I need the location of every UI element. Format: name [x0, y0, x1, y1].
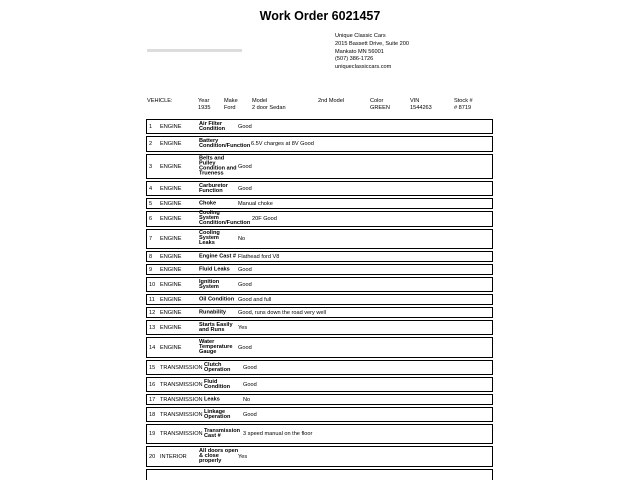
row-item: Runability: [199, 308, 227, 315]
row-item: Linkage Operation: [204, 408, 231, 420]
table-row: [146, 307, 493, 318]
row-item: Carburetor Function: [199, 182, 228, 194]
row-item: Water Temperature Gauge: [199, 338, 233, 356]
table-row: [146, 394, 493, 405]
row-item: Fluid Leaks: [199, 265, 230, 272]
row-value: Good: [238, 344, 252, 351]
table-row: [146, 446, 493, 467]
company-phone: (507) 386-1726: [335, 56, 374, 63]
row-item: Cooling System Leaks: [199, 230, 220, 247]
row-value: Good, runs down the road very well: [238, 309, 326, 316]
vehicle-model-value: 2 door Sedan: [252, 104, 286, 111]
vehicle-make-value: Ford: [224, 104, 236, 111]
row-value: Good: [243, 381, 257, 388]
table-row: [146, 294, 493, 305]
row-system: TRANSMISSION: [160, 381, 203, 388]
table-row: [146, 407, 493, 422]
row-item: Leaks: [204, 395, 220, 402]
logo-placeholder: [147, 49, 242, 52]
table-row: [146, 320, 493, 335]
row-system: ENGINE: [160, 296, 182, 303]
vehicle-year-value: 1935: [198, 104, 211, 111]
row-number: 6: [149, 216, 153, 222]
row-item: Ignition System: [199, 278, 220, 290]
row-value: Flathead ford V8: [238, 253, 280, 260]
row-system: TRANSMISSION: [160, 364, 203, 371]
row-value: Good: [238, 185, 252, 192]
vehicle-make-label: Make: [224, 98, 238, 104]
row-item: Battery Condition/Function: [199, 137, 251, 149]
vehicle-year: [198, 98, 210, 112]
row-number: 16: [149, 381, 156, 388]
vehicle-model2-label: 2nd Model: [318, 98, 345, 104]
row-system: ENGINE: [160, 281, 182, 288]
company-website[interactable]: uniqueclassiccars.com: [335, 64, 392, 71]
row-system: ENGINE: [160, 253, 182, 260]
vehicle-color-label: Color: [370, 98, 384, 104]
row-value: 3 speed manual on the floor: [243, 431, 313, 437]
row-number: 8: [149, 253, 153, 260]
row-item: Starts Easily and Runs: [199, 321, 233, 333]
row-item: Belts and Pulley Condition and Trueness: [199, 155, 237, 177]
row-number: 7: [149, 236, 153, 242]
table-row: [146, 119, 493, 134]
company-name: Unique Classic Cars: [335, 33, 386, 39]
row-item: Cooling System Condition/Function: [199, 210, 251, 227]
vehicle-info: [147, 98, 492, 114]
vehicle-label: VEHICLE:: [147, 98, 173, 104]
table-row: [146, 337, 493, 358]
row-system: ENGINE: [160, 216, 182, 222]
row-item: Clutch Operation: [204, 361, 231, 373]
table-row-partial: [146, 469, 493, 480]
table-row: [146, 264, 493, 275]
row-system: ENGINE: [160, 123, 182, 130]
row-system: ENGINE: [160, 200, 182, 207]
row-number: 11: [149, 296, 155, 303]
table-row: [146, 211, 493, 227]
row-system: ENGINE: [160, 163, 182, 170]
row-number: 2: [149, 141, 153, 147]
row-number: 13: [149, 324, 156, 331]
vehicle-vin-value: 1544263: [410, 104, 432, 111]
row-value: Good and full: [238, 296, 272, 303]
page-title: Work Order 6021457: [259, 9, 381, 23]
table-row: [146, 181, 493, 196]
row-value: Yes: [238, 324, 248, 331]
row-number: 20: [149, 453, 156, 460]
table-row: [146, 229, 493, 249]
row-item: Air Filter Condition: [199, 120, 226, 132]
table-row: [146, 424, 493, 444]
vehicle-model2: [318, 98, 344, 105]
table-row: [146, 136, 493, 152]
row-system: TRANSMISSION: [160, 396, 203, 403]
vehicle-stock-value: # 8719: [454, 104, 472, 111]
row-number: 12: [149, 309, 156, 316]
table-row: [146, 277, 493, 292]
vehicle-vin-label: VIN: [410, 98, 420, 104]
table-row: [146, 251, 493, 262]
row-value: No: [243, 396, 251, 403]
row-number: 10: [149, 281, 156, 288]
row-value: Good: [238, 266, 252, 273]
table-row: [146, 360, 493, 375]
row-value: Good: [243, 364, 257, 371]
row-item: Transmission Cast #: [204, 427, 241, 439]
row-number: 5: [149, 200, 153, 207]
vehicle-vin: [410, 98, 432, 112]
row-value: Good: [238, 123, 252, 130]
row-value: Good: [238, 281, 252, 288]
row-system: ENGINE: [160, 141, 182, 147]
row-item: Choke: [199, 199, 217, 206]
row-system: ENGINE: [160, 344, 182, 351]
row-number: 3: [149, 163, 153, 170]
company-info: [335, 33, 409, 72]
vehicle-color: [370, 98, 390, 112]
row-system: ENGINE: [160, 185, 182, 192]
company-address-line1: 2015 Bassett Drive, Suite 200: [335, 40, 410, 47]
vehicle-year-label: Year: [198, 98, 210, 104]
row-number: 15: [149, 364, 156, 371]
row-value: No: [238, 236, 246, 242]
row-value: 6.5V charges at 8V Good: [251, 141, 314, 147]
row-system: ENGINE: [160, 309, 182, 316]
row-value: Manual choke: [238, 200, 273, 207]
vehicle-stock: [454, 98, 473, 112]
row-value: 20F Good: [252, 216, 277, 222]
row-number: 1: [149, 123, 153, 130]
row-number: 19: [149, 431, 156, 437]
row-item: All doors open & close properly: [199, 447, 239, 465]
row-number: 4: [149, 185, 153, 192]
row-item: Oil Condition: [199, 295, 235, 302]
vehicle-make: [224, 98, 238, 112]
row-item: Engine Cast #: [199, 252, 236, 259]
row-item: Fluid Condition: [204, 378, 231, 390]
row-system: INTERIOR: [160, 453, 187, 460]
vehicle-stock-label: Stock #: [454, 98, 473, 104]
row-system: ENGINE: [160, 236, 182, 242]
table-row: [146, 377, 493, 392]
row-value: Good: [238, 163, 252, 170]
row-number: 9: [149, 266, 153, 273]
vehicle-color-value: GREEN: [370, 104, 390, 111]
table-row: [146, 198, 493, 209]
row-number: 17: [149, 396, 156, 403]
row-number: 14: [149, 344, 156, 351]
table-row: [146, 154, 493, 179]
row-value: Yes: [238, 453, 248, 460]
row-number: 18: [149, 411, 156, 418]
company-address-line2: Mankato MN 56001: [335, 48, 384, 55]
row-system: ENGINE: [160, 324, 182, 331]
row-system: ENGINE: [160, 266, 182, 273]
vehicle-model-label: Model: [252, 98, 268, 104]
row-value: Good: [243, 411, 257, 418]
vehicle-model: [252, 98, 286, 112]
row-system: TRANSMISSION: [160, 431, 203, 437]
row-system: TRANSMISSION: [160, 411, 203, 418]
